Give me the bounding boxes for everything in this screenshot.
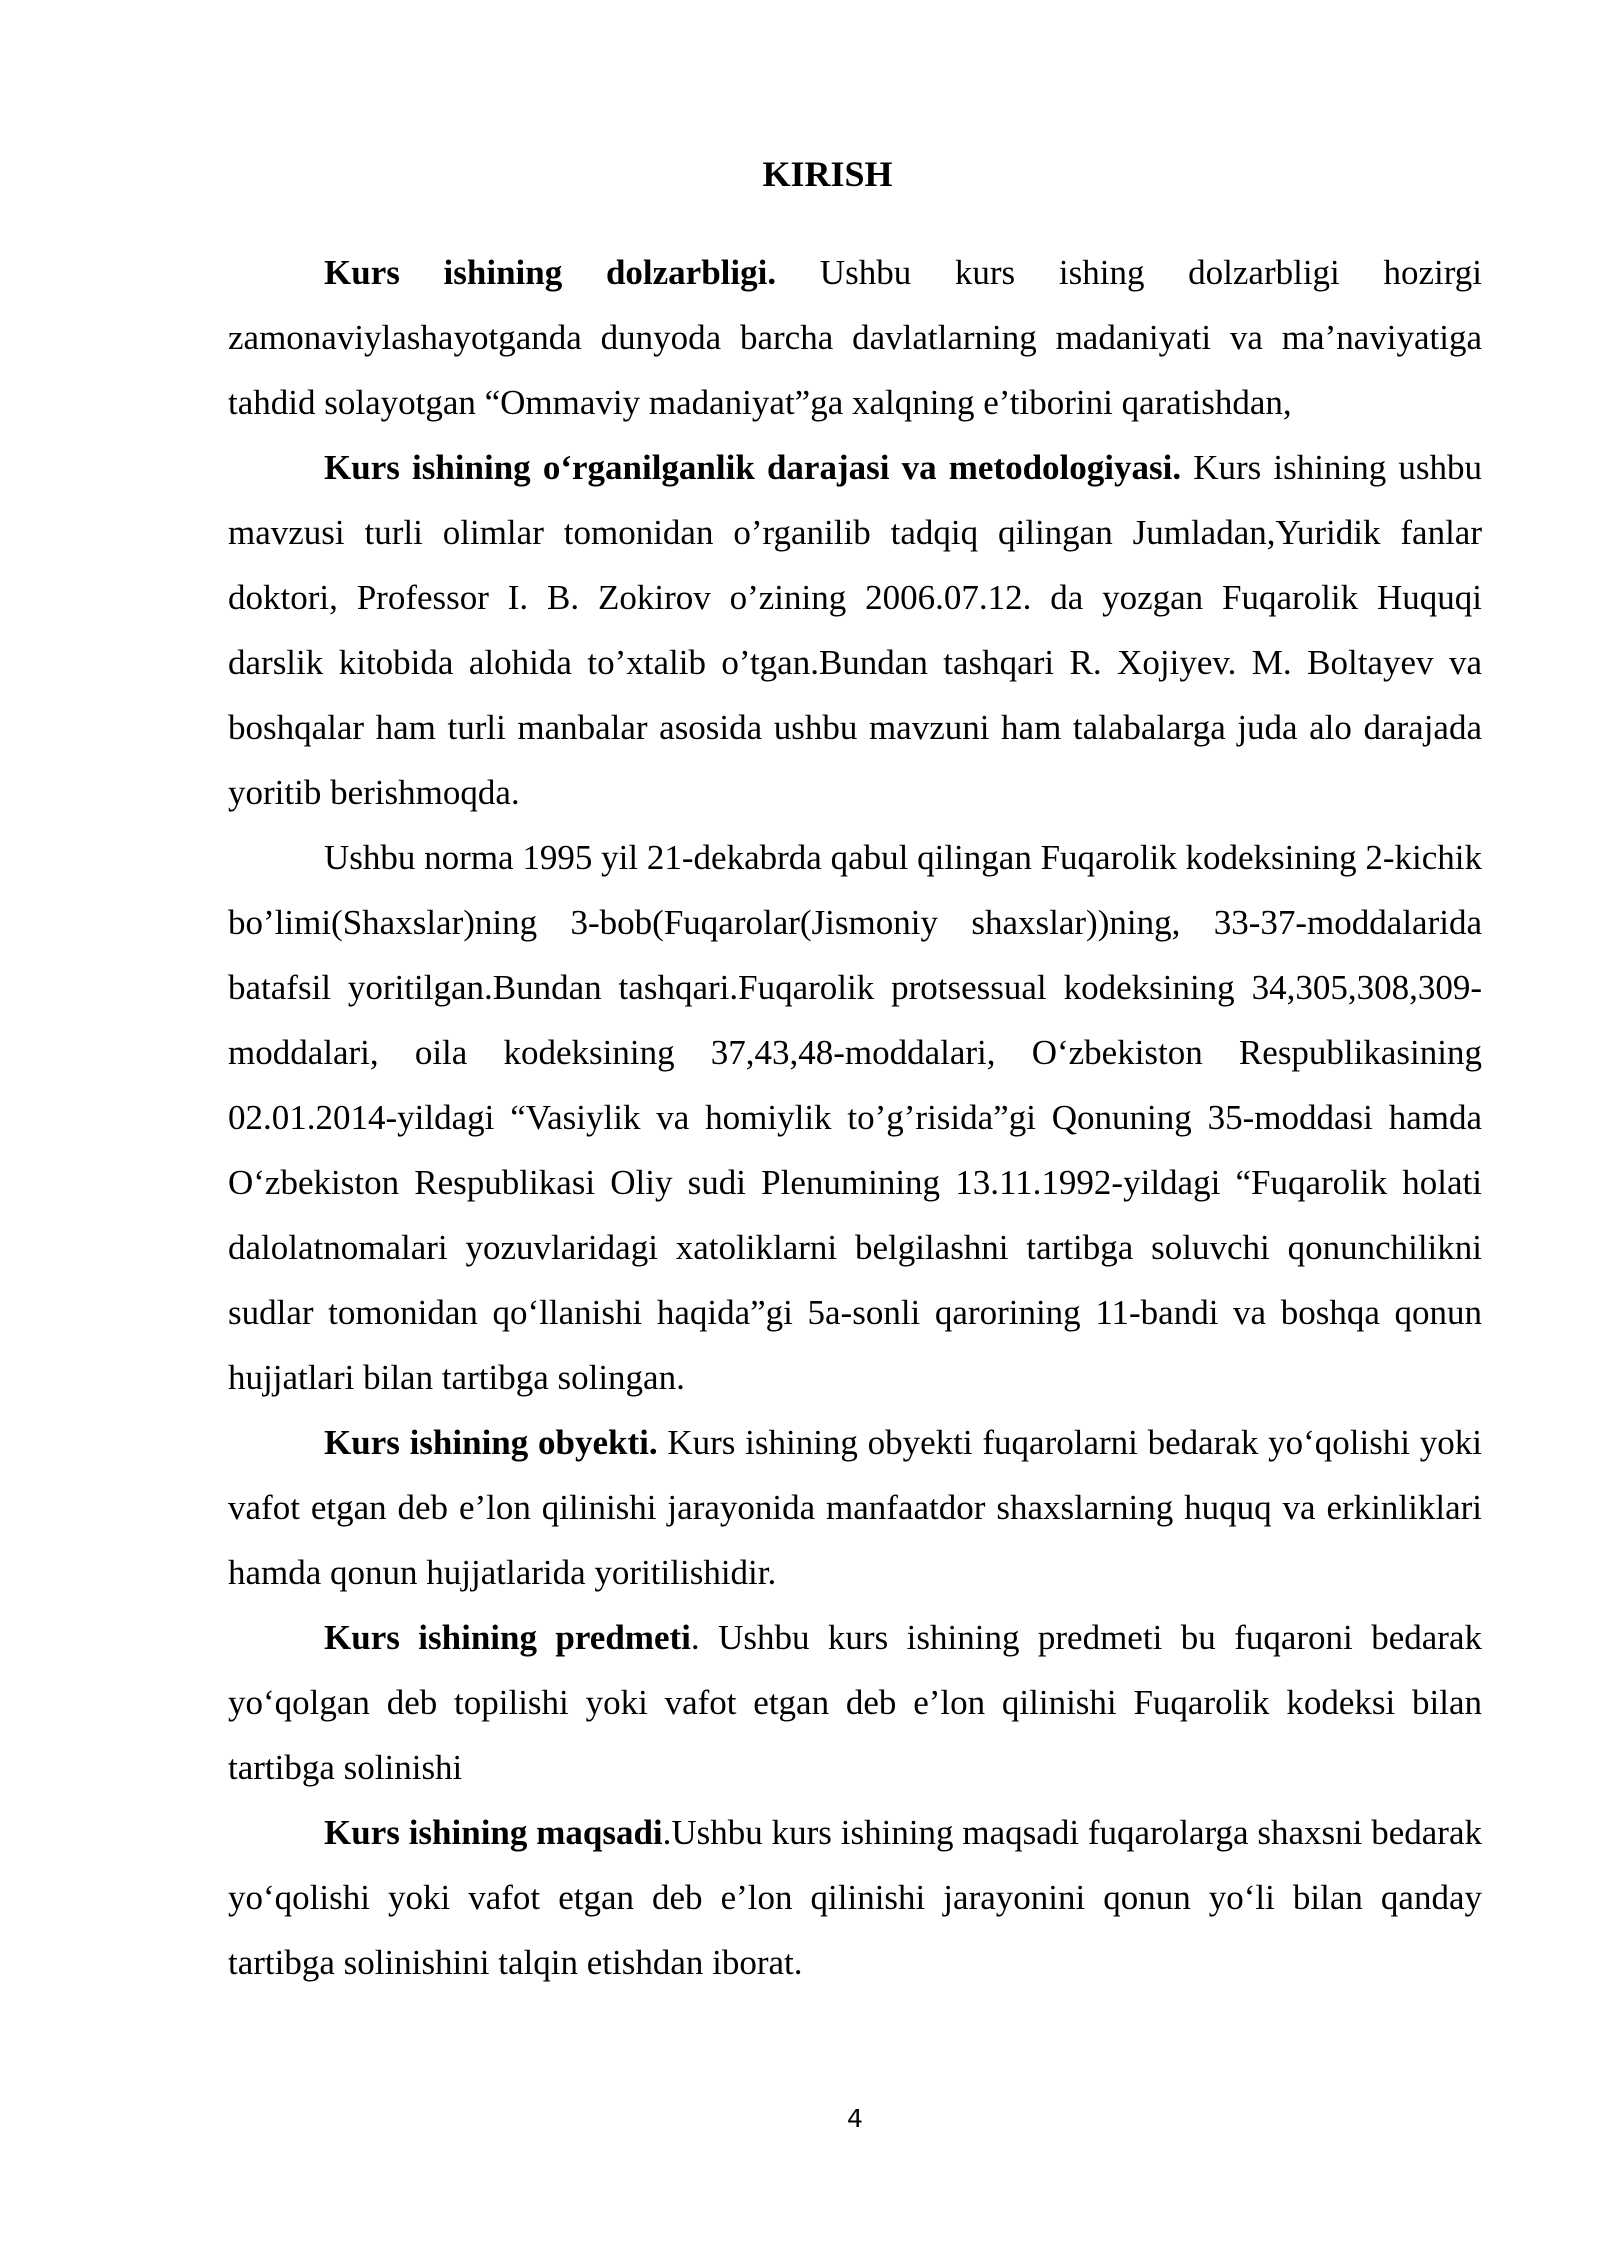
paragraph-text: Kurs ishining ushbu mavzusi turli olimlar tomonidan o’rganilib tadqiq qilingan Jumladan,Yuridik fanlar doktori, Professor I. B. Zokirov o’zining 2006.07.12. da yozgan Fuqarolik Huquqi darslik kitobida alohida to’xtalib o’tgan.Bundan tashqari R. Xojiyev. M. Boltayev va boshqalar ham turli manbalar asosida ushbu mavzuni ham talabalarga juda alo darajada yoritib berishmoqda. <box>228 448 1482 812</box>
paragraph-lead: Kurs ishining obyekti. <box>324 1423 658 1462</box>
page-number: 4 <box>847 2104 863 2133</box>
paragraph-relevance <box>228 240 1482 435</box>
paragraph-object <box>228 1410 1482 1605</box>
paragraph-text: Kurs ishining obyekti fuqarolarni bedarak yo‘qolishi yoki vafot etgan deb e’lon qilinishi jarayonida manfaatdor shaxslarning huquq va erkinliklari hamda qonun hujjatlarida yoritilishidir. <box>228 1423 1482 1592</box>
paragraph-text: Ushbu kurs ishing dolzarbligi hozirgi zamonaviylashayotganda dunyoda barcha davlatlarning madaniyati va ma’naviyatiga tahdid solayotgan “Ommaviy madaniyat”ga xalqning e’tiborini qaratishdan, <box>228 253 1482 422</box>
paragraph-lead: Kurs ishining maqsadi <box>324 1813 663 1852</box>
paragraph-lead: Kurs ishining o‘rganilganlik darajasi va metodologiyasi. <box>324 448 1182 487</box>
paragraph-text: . Ushbu kurs ishining predmeti bu fuqaroni bedarak yo‘qolgan deb topilishi yoki vafot etgan deb e’lon qilinishi Fuqarolik kodeksi bilan tartibga solinishi <box>228 1618 1482 1787</box>
paragraph-text: Ushbu norma 1995 yil 21-dekabrda qabul qilingan Fuqarolik kodeksining 2-kichik bo’limi(Shaxslar)ning 3-bob(Fuqarolar(Jismoniy shaxslar))ning, 33-37-moddalarida batafsil yoritilgan.Bundan tashqari.Fuqarolik protsessual kodeksining 34,305,308,309-moddalari, oila kodeksining 37,43,48-moddalari, O‘zbekiston Respublikasining 02.01.2014-yildagi “Vasiylik va homiylik to’g’risida”gi Qonuning 35-moddasi hamda O‘zbekiston Respublikasi Oliy sudi Plenumining 13.11.1992-yildagi “Fuqarolik holati dalolatnomalari yozuvlaridagi xatoliklarni belgilashni tartibga soluvchi qonunchilikni sudlar tomonidan qo‘llanishi haqida”gi 5a-sonli qarorining 11-bandi va boshqa qonun hujjatlari bilan tartibga solingan. <box>228 838 1482 1397</box>
paragraph-legal-basis <box>228 825 1482 1410</box>
paragraph-lead: Kurs ishining dolzarbligi. <box>324 253 777 292</box>
document-body <box>228 240 1482 1995</box>
paragraph-purpose <box>228 1800 1482 1995</box>
paragraph-lead: Kurs ishining predmeti <box>324 1618 691 1657</box>
paragraph-text: .Ushbu kurs ishining maqsadi fuqarolarga shaxsni bedarak yo‘qolishi yoki vafot etgan deb e’lon qilinishi jarayonini qonun yo‘li bilan qanday tartibga solinishini talqin etishdan iborat. <box>228 1813 1482 1982</box>
paragraph-subject <box>228 1605 1482 1800</box>
page-heading: KIRISH <box>762 154 893 194</box>
paragraph-methodology <box>228 435 1482 825</box>
